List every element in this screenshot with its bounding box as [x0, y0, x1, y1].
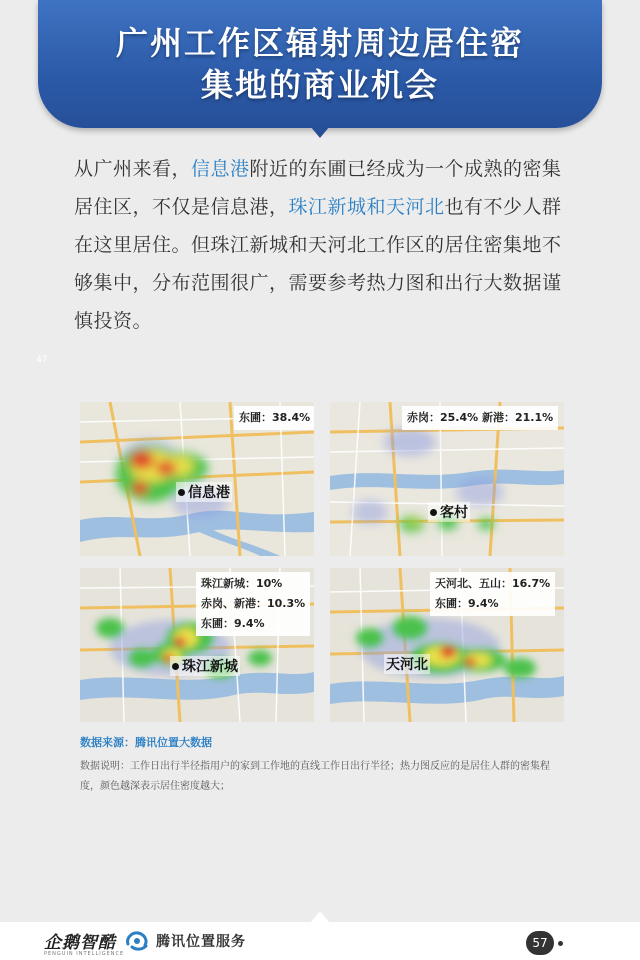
- place-name: 珠江新城: [182, 659, 238, 675]
- place-label: [170, 656, 240, 676]
- heatmap-infoport: [80, 402, 314, 556]
- tencent-location-icon: [124, 930, 150, 952]
- place-label: [428, 502, 470, 522]
- intro-highlight-zhujiang-tianhe: 珠江新城和天河北: [288, 196, 445, 218]
- tencent-location-logo: [124, 930, 246, 952]
- stat-line: 赤岗：25.4% 新港：21.1%: [407, 411, 554, 424]
- stat-box: [402, 406, 558, 430]
- logo-text: 企鹅智酷: [44, 933, 116, 953]
- heatmap-tianhe-north: [330, 568, 564, 722]
- heatmap-zhujiang-newtown: [80, 568, 314, 722]
- stat-line: 东圃：38.4%: [239, 411, 311, 424]
- location-dot-icon: [178, 489, 185, 496]
- stat-line: 赤岗、新港：10.3%: [201, 597, 306, 610]
- stat-box: [196, 572, 310, 636]
- intro-text: 从广州来看，: [74, 158, 192, 180]
- corner-mark: 47: [36, 355, 48, 365]
- place-name: 天河北: [386, 657, 428, 673]
- place-label: [176, 482, 232, 502]
- stat-line: 东圃：9.4%: [201, 617, 265, 630]
- intro-text: 附近的东圃已经成为一个成熟的密集居住区，不仅是信息港，: [74, 158, 562, 218]
- location-dot-icon: [172, 663, 179, 670]
- penguin-intelligence-logo: [44, 928, 124, 957]
- stat-line: 珠江新城：10%: [201, 577, 283, 590]
- tencent-location-label: 腾讯位置服务: [156, 934, 246, 950]
- page-title-line2: 集地的商业机会: [200, 66, 439, 104]
- logo-subtext: PENGUIN INTELLIGENCE: [44, 951, 125, 957]
- intro-paragraph: [74, 150, 574, 340]
- place-name: 信息港: [188, 485, 230, 501]
- data-note: 数据说明：工作日出行半径指用户的家到工作地的直线工作日出行半径；热力图反应的是居住人群的密集程度，颜色越深表示居住密度越大；: [80, 761, 550, 792]
- stat-line: 天河北、五山：16.7%: [435, 577, 551, 590]
- heatmap-kecun: [330, 402, 564, 556]
- place-label: [384, 654, 430, 674]
- stat-box: [430, 572, 555, 616]
- location-dot-icon: [430, 509, 437, 516]
- intro-highlight-infoport: 信息港: [191, 158, 250, 180]
- stat-box: [234, 406, 314, 430]
- page-number: 57: [526, 931, 554, 955]
- title-banner-notch: [310, 126, 330, 138]
- page-title-line1: 广州工作区辐射周边居住密: [115, 24, 524, 62]
- footer-notch: [310, 911, 330, 923]
- stat-line: 东圃：9.4%: [435, 597, 499, 610]
- data-source: 数据来源：腾讯位置大数据: [80, 736, 212, 749]
- intro-text: 也有不少人群在这里居住。但珠江新城和天河北工作区的居住密集地不够集中，分布范围很广，需要参考热力图和出行大数据谨慎投资。: [74, 196, 562, 332]
- place-name: 客村: [440, 505, 468, 521]
- page-dot: [558, 941, 563, 946]
- page-title: [38, 22, 602, 106]
- heatmap-panel: [80, 402, 564, 720]
